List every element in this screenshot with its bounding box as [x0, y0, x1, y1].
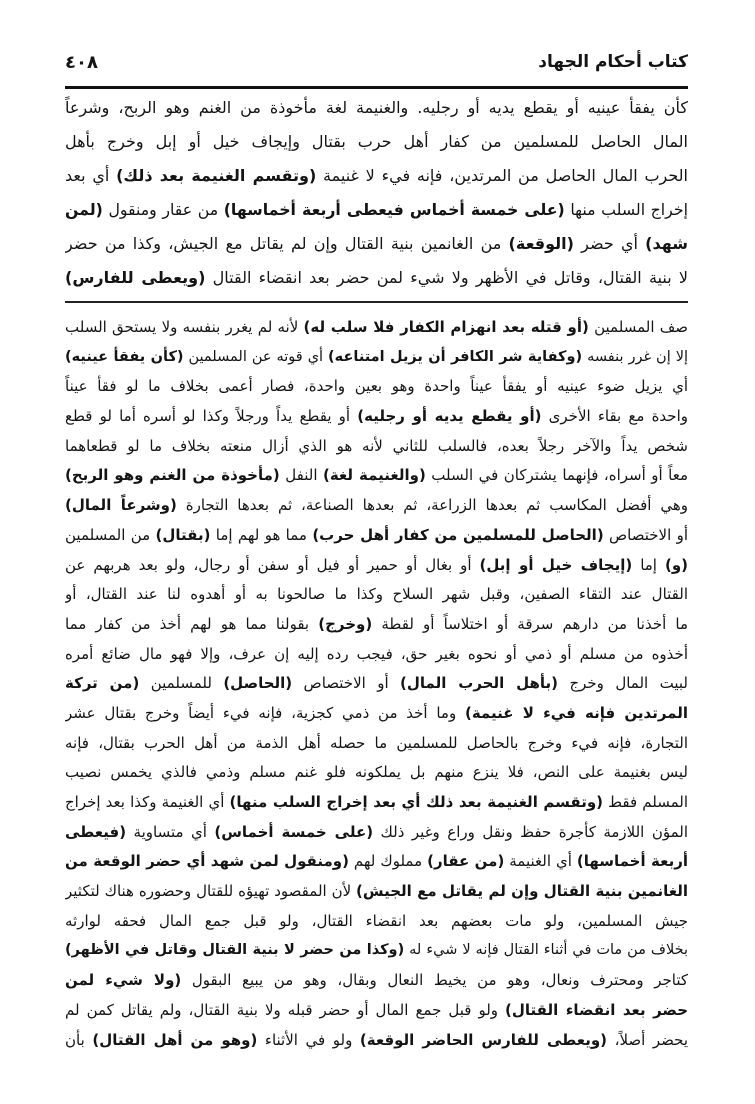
running-header: [65, 52, 688, 82]
bold-matn-segment: (على خمسة أخماس): [214, 822, 374, 841]
footnote_lines-line: [65, 1026, 688, 1056]
bold-matn-segment: (وشرعاً المال): [65, 496, 177, 515]
text-segment: مما هو لهم إما: [210, 525, 313, 544]
text-segment: مملوك لهم: [348, 852, 428, 871]
bold-matn-segment: أربعة أخماسها): [576, 852, 688, 871]
text-segment: المسلم فقط: [603, 793, 688, 811]
text-segment: ولو في الأثناء: [257, 1030, 360, 1049]
bold-matn-segment: المرتدين فإنه فيء لا غنيمة): [464, 703, 688, 722]
footnote_lines-line: [65, 491, 688, 521]
text-segment: أو الاختصاص: [292, 674, 401, 693]
text-segment: صف المسلمين: [588, 318, 688, 336]
footnote_lines-line: [65, 907, 688, 937]
text-segment: وهي أفضل المكاسب ثم بعدها الزراعة، ثم بعدها الصناعة، ثم بعدها التجارة: [176, 496, 688, 515]
text-segment: ليس بغنيمة على النص، فلا ينزع منهم بل يملكونه فلو غنم مسلم وذمي فالذي يخمس نصيب: [65, 763, 688, 782]
bold-matn-segment: (ومنقول لمن شهد أي حضر الوقعة من: [65, 852, 349, 871]
text-segment: أي يزيل ضوء عينيه أو يفقأ عيناً واحدة وهو بعين واحدة، فصار أعمى بخلاف ما لو فقأ عيناً: [65, 377, 688, 396]
footnote_lines-line: [65, 818, 688, 848]
text-segment: القتال عند التقاء الصفين، وقبل شهر السلاح وكذا ما صالحونا به أو أهدوه لنا عند القتال، أو: [65, 585, 688, 604]
text-segment: أو الاختصاص: [603, 525, 688, 544]
text-segment: الحرب المال الحاصل من المرتدين، فإنه فيء لا غنيمة: [316, 166, 688, 185]
footnote_lines-line: [65, 699, 688, 729]
text-segment: من الغانمين بنية القتال وإن لم يقاتل مع الجيش، وكذا من حضر: [65, 234, 509, 253]
text-segment: ما أخذنا من دارهم سرقة أو اختلاساً أو لقطة: [372, 614, 688, 633]
bold-matn-segment: (كأن يفقأ عينيه): [65, 348, 184, 365]
footnote-separator: [65, 301, 688, 303]
text-segment: بأن: [65, 1030, 93, 1049]
footnote_lines-line: [65, 729, 688, 759]
text-segment: معاً أو أسراه، فإنهما يشتركان في السلب: [425, 466, 688, 485]
footnote_lines-line: [65, 580, 688, 610]
main_lines-line: [65, 261, 688, 295]
bold-matn-segment: (بأهل الحرب المال): [400, 674, 559, 693]
footnote_lines-line: [65, 669, 688, 699]
text-segment: المال الحاصل للمسلمين من كفار أهل حرب بقتال وإيجاف خيل أو إبل وخرج بأهل: [65, 132, 688, 151]
footnote-text: [65, 313, 688, 1055]
running-title: كتاب أحكام الجهاد: [538, 52, 688, 72]
bold-matn-segment: (الحاصل للمسلمين من كفار أهل حرب): [312, 525, 604, 544]
bold-matn-segment: شهد): [645, 234, 688, 253]
footnote_lines-line: [65, 758, 688, 788]
bold-matn-segment: (أو يقطع يديه أو رجليه): [357, 407, 542, 426]
bold-matn-segment: (الوقعة): [508, 234, 574, 253]
bold-matn-segment: (ويعطى للفارس): [65, 268, 206, 287]
text-segment: المؤن اللازمة كأجرة حفظ ونقل وراع وغير ذلك: [373, 822, 688, 841]
bold-matn-segment: (وكفاية شر الكافر أن يزيل امتناعه): [328, 348, 583, 365]
bold-matn-segment: (وهو من أهل القتال): [92, 1030, 258, 1049]
text-segment: أي الغنيمة وكذا بعد إخراج: [65, 793, 230, 811]
footnote_lines-line: [65, 877, 688, 907]
bold-matn-segment: (لمن: [65, 200, 103, 219]
footnote_lines-line: [65, 521, 688, 551]
text-segment: بقولنا مما هو لهم أخذ من كفار مما: [65, 614, 319, 633]
text-segment: بخلاف من مات في أثناء القتال فإنه لا شيء له: [404, 942, 688, 959]
text-segment: جيش المسلمين، ولو مات بعضهم بعد انقضاء القتال، ولو قبل جمع المال فحقه لوارثه: [65, 911, 688, 930]
bold-matn-segment: (وكذا من حضر لا بنية القتال وقاتل في الأظهر): [65, 942, 405, 959]
main_lines-line: [65, 193, 688, 227]
footnote_lines-line: [65, 343, 688, 373]
footnote_lines-line: [65, 372, 688, 402]
text-segment: لبيت المال وخرج: [558, 674, 688, 693]
text-segment: النفل: [279, 466, 323, 485]
text-segment: للمسلمين: [139, 674, 224, 693]
bold-matn-segment: (من تركة: [65, 674, 140, 693]
footnote_lines-line: [65, 936, 688, 966]
text-segment: لأنه لم يغرر بنفسه ولا يستحق السلب: [65, 318, 304, 336]
bold-matn-segment: (وخرج): [318, 614, 373, 633]
text-segment: أي قوته عن المسلمين: [183, 348, 329, 365]
text-segment: أي الغنيمة: [504, 852, 577, 871]
text-segment: أو بغال أو حمير أو فيل أو سفن أو رجال، ولو بعد هربهم عن: [65, 555, 480, 574]
text-segment: كأن يفقأ عينيه أو يقطع يديه أو رجليه. والغنيمة لغة مأخوذة من الغنم وهو الربح، وشرعاً: [65, 98, 688, 117]
bold-matn-segment: (ويعطى للفارس الحاضر الوقعة): [359, 1030, 608, 1049]
footnote_lines-line: [65, 461, 688, 491]
text-segment: كتاجر ومحترف ونعال، وهو من يخيط النعال وبقال، وهو من يبيع البقول: [181, 971, 688, 990]
text-segment: إما: [632, 555, 665, 574]
footnote_lines-line: [65, 551, 688, 581]
footnote_lines-line: [65, 996, 688, 1026]
footnote_lines-line: [65, 432, 688, 462]
footnote_lines-line: [65, 966, 688, 996]
bold-matn-segment: (ولا شيء لمن: [65, 971, 182, 990]
text-segment: أخذوه من مسلم أو ذمي أو نحوه بغير حق، فيجب رده إليه إن عرف، وإلا فهو مال ضائع أمره: [65, 644, 688, 663]
footnote_lines-line: [65, 313, 688, 343]
text-segment: أي متساوية: [126, 822, 215, 841]
text-segment: يحضر أصلاً،: [607, 1030, 688, 1049]
bold-matn-segment: (وتقسم الغنيمة بعد ذلك): [116, 166, 317, 185]
text-segment: لأن المقصود تهيؤه للقتال وحضوره هناك لتكثير: [65, 882, 357, 901]
text-segment: أو يقطع يداً ورجلاً وكذا لو أسره أما لو قطع: [65, 407, 358, 426]
bold-matn-segment: (على خمسة أخماس فيعطى أربعة أخماسها): [223, 200, 565, 219]
footnote_lines-line: [65, 788, 688, 818]
text-segment: لا بنية القتال، وقاتل في الأظهر ولا شيء لمن حضر بعد انقضاء القتال: [205, 268, 688, 287]
page-number: ٤٠٨: [65, 52, 98, 73]
main_lines-line: [65, 125, 688, 159]
bold-matn-segment: (مأخوذة من الغنم وهو الربح): [65, 466, 280, 485]
bold-matn-segment: (من عقار): [427, 852, 505, 871]
bold-matn-segment: (الحاصل): [223, 674, 293, 693]
text-segment: ولو قبل جمع المال أو حضر قبله ولا بنية القتال، ولم يقاتل كمن لم: [65, 1000, 506, 1019]
bold-matn-segment: (فيعطى: [65, 822, 127, 841]
text-segment: واحدة مع بقاء الأخرى: [541, 407, 688, 426]
text-segment: أي بعد: [65, 166, 117, 185]
text-segment: أي حضر: [573, 234, 646, 253]
bold-matn-segment: (أو قتله بعد انهزام الكفار فلا سلب له): [303, 318, 589, 336]
bold-matn-segment: (و): [664, 555, 688, 574]
text-segment: من المسلمين: [65, 525, 156, 544]
text-segment: إخراج السلب منها: [564, 200, 688, 219]
text-segment: شخص يداً والآخر رجلاً بعده، فالسلب للثاني لأنه هو الذي أزال منعته بخلاف ما لو قطعاهما: [65, 436, 688, 455]
bold-matn-segment: حضر بعد انقضاء القتال): [505, 1000, 688, 1019]
bold-matn-segment: الغانمين بنية القتال وإن لم يقاتل مع الجيش): [356, 882, 688, 901]
main_lines-line: [65, 91, 688, 125]
text-segment: إلا إن غرر بنفسه: [582, 348, 688, 365]
footnote_lines-line: [65, 610, 688, 640]
bold-matn-segment: (إيجاف خيل أو إبل): [479, 555, 633, 574]
text-segment: من عقار ومنقول: [102, 200, 224, 219]
footnote_lines-line: [65, 402, 688, 432]
text-segment: وما أخذ من ذمي كجزية، فإنه فيء أيضاً وخرج بقتال عشر: [65, 703, 465, 722]
bold-matn-segment: (بقتال): [155, 525, 211, 544]
bold-matn-segment: (والغنيمة لغة): [322, 466, 426, 485]
bold-matn-segment: (وتقسم الغنيمة بعد ذلك أي بعد إخراج السلب منها): [229, 793, 604, 811]
main-text: [65, 91, 688, 295]
footnote_lines-line: [65, 640, 688, 670]
footnote_lines-line: [65, 847, 688, 877]
main_lines-line: [65, 159, 688, 193]
main_lines-line: [65, 227, 688, 261]
text-segment: التجارة، فإنه فيء وخرج بالحاصل للمسلمين ما حصله أهل الذمة من أهل الحرب بقتال، فإنه: [65, 733, 688, 752]
header-rule: [65, 86, 688, 89]
